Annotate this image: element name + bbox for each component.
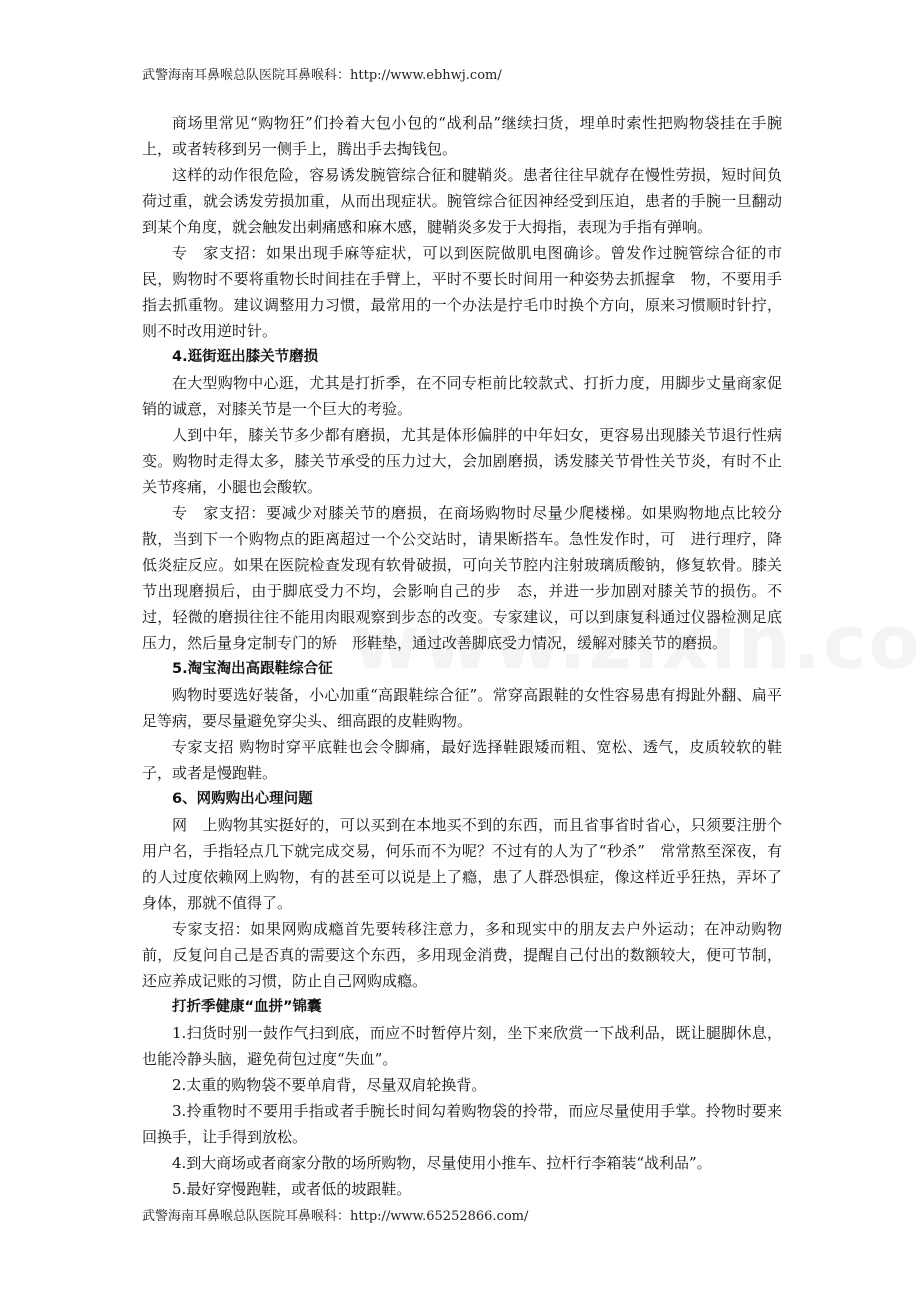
paragraph: 人到中年，膝关节多少都有磨损，尤其是体形偏胖的中年妇女，更容易出现膝关节退行性病变。购物时走得太多，膝关节承受的压力过大，会加剧磨损，诱发膝关节骨性关节炎，有时不止关节疼痛，小腿也会酸软。 [142, 426, 782, 496]
paragraph: 专家支招 购物时穿平底鞋也会令脚痛，最好选择鞋跟矮而粗、宽松、透气，皮质较软的鞋子，或者是慢跑鞋。 [142, 738, 782, 782]
list-item: 3.拎重物时不要用手指或者手腕长时间勾着购物袋的拎带，而应尽量使用手掌。拎物时要来回换手，让手得到放松。 [142, 1102, 782, 1146]
article-body [142, 110, 782, 1202]
paragraph: 专家支招：如果网购成瘾首先要转移注意力，多和现实中的朋友去户外运动；在冲动购物前，反复问自己是否真的需要这个东西，多用现金消费，提醒自己付出的数额较大，便可节制，还应养成记账的习惯，防止自己网购成瘾。 [142, 920, 782, 990]
list-item: 2.太重的购物袋不要单肩背，尽量双肩轮换背。 [172, 1076, 487, 1094]
list-item: 4.到大商场或者商家分散的场所购物，尽量使用小推车、拉杆行李箱装“战利品”。 [172, 1154, 712, 1172]
page-footer: 武警海南耳鼻喉总队医院耳鼻喉科：http://www.65252866.com/ [142, 1209, 529, 1224]
page-header: 武警海南耳鼻喉总队医院耳鼻喉科：http://www.ebhwj.com/ [142, 68, 502, 83]
section-heading: 4.逛街逛出膝关节磨损 [172, 349, 319, 365]
paragraph: 购物时要选好装备，小心加重“高跟鞋综合征”。常穿高跟鞋的女性容易患有拇趾外翻、扁平足等病，要尽量避免穿尖头、细高跟的皮鞋购物。 [142, 686, 782, 730]
paragraph: 网 上购物其实挺好的，可以买到在本地买不到的东西，而且省事省时省心，只须要注册个用户名，手指轻点几下就完成交易，何乐而不为呢？不过有的人为了“秒杀” 常常熬至深夜，有的人过度依赖网上购物，有的甚至可以说是上了瘾，患了人群恐惧症，像这样近乎狂热，弄坏了身体，那就不值得了。 [142, 816, 782, 912]
paragraph: 专 家支招：如果出现手麻等症状，可以到医院做肌电图确诊。曾发作过腕管综合征的市民，购物时不要将重物长时间挂在手臂上，平时不要长时间用一种姿势去抓握拿 物，不要用手指去抓重物。建议调整用力习惯，最常用的一个办法是拧毛巾时换个方向，原来习惯顺时针拧，则不时改用逆时针。 [142, 244, 782, 340]
paragraph: 这样的动作很危险，容易诱发腕管综合征和腱鞘炎。患者往往早就存在慢性劳损，短时间负荷过重，就会诱发劳损加重，从而出现症状。腕管综合征因神经受到压迫，患者的手腕一旦翻动到某个角度，就会触发出刺痛感和麻木感，腱鞘炎多发于大拇指，表现为手指有弹响。 [142, 166, 782, 236]
list-item: 1.扫货时别一鼓作气扫到底，而应不时暂停片刻，坐下来欣赏一下战利品，既让腿脚休息，也能冷静头脑，避免荷包过度“失血”。 [142, 1024, 782, 1068]
paragraph: 商场里常见“购物狂”们拎着大包小包的“战利品”继续扫货，埋单时索性把购物袋挂在手腕上，或者转移到另一侧手上，腾出手去掏钱包。 [142, 114, 782, 158]
section-heading: 5.淘宝淘出高跟鞋综合征 [172, 661, 333, 677]
list-item: 5.最好穿慢跑鞋，或者低的坡跟鞋。 [172, 1180, 412, 1198]
section-heading: 打折季健康“血拼”锦囊 [172, 999, 322, 1015]
paragraph: 专 家支招：要减少对膝关节的磨损，在商场购物时尽量少爬楼梯。如果购物地点比较分散，当到下一个购物点的距离超过一个公交站时，请果断搭车。急性发作时，可 进行理疗，降低炎症反应。如果在医院检查发现有软骨破损，可向关节腔内注射玻璃质酸钠，修复软骨。膝关节出现磨损后，由于脚底受力不均，会影响自己的步 态，并进一步加剧对膝关节的损伤。不过，轻微的磨损往往不能用肉眼观察到步态的改变。专家建议，可以到康复科通过仪器检测足底压力，然后量身定制专门的矫 形鞋垫，通过改善脚底受力情况，缓解对膝关节的磨损。 [142, 504, 782, 652]
section-heading: 6、网购购出心理问题 [172, 791, 313, 807]
paragraph: 在大型购物中心逛，尤其是打折季，在不同专柜前比较款式、打折力度，用脚步丈量商家促销的诚意，对膝关节是一个巨大的考验。 [142, 374, 782, 418]
